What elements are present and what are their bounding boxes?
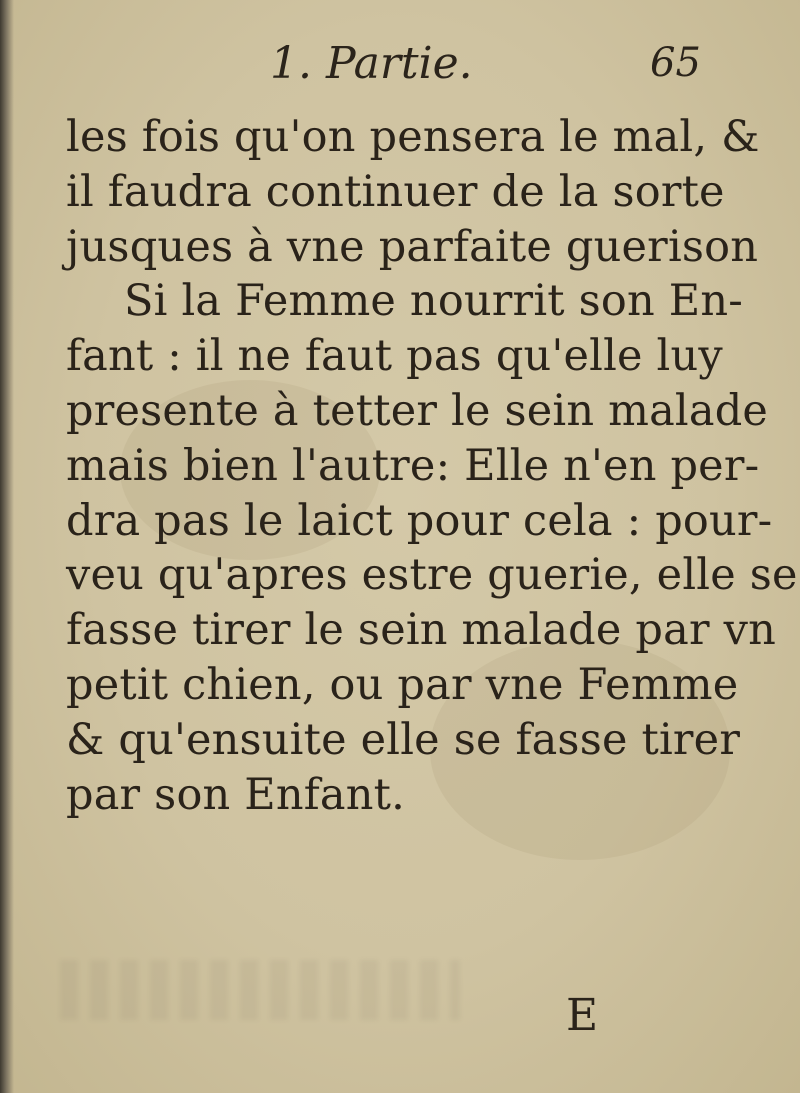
text-line: & qu'ensuite elle se fasse tirer bbox=[66, 714, 741, 765]
show-through-text bbox=[60, 960, 460, 1020]
running-header bbox=[0, 38, 800, 108]
text-line: Si la Femme nourrit son En- bbox=[124, 276, 743, 327]
text-line: mais bien l'autre: Elle n'en per- bbox=[66, 440, 760, 491]
text-line: veu qu'apres estre guerie, elle se bbox=[66, 550, 798, 601]
text-line: jusques à vne parfaite guerison bbox=[66, 221, 759, 272]
text-line: dra pas le laict pour cela : pour- bbox=[66, 495, 773, 546]
text-line: fant : il ne faut pas qu'elle luy bbox=[66, 331, 723, 382]
text-line: presente à tetter le sein malade bbox=[66, 385, 769, 436]
text-line: les fois qu'on pensera le mal, & bbox=[66, 112, 760, 162]
page-gutter-shadow bbox=[0, 0, 14, 1093]
part-heading: 1. Partie. bbox=[270, 38, 473, 89]
catchword-signature: E bbox=[566, 990, 599, 1041]
text-line: par son Enfant. bbox=[66, 769, 405, 820]
text-line: petit chien, ou par vne Femme bbox=[66, 659, 739, 710]
page-number: 65 bbox=[650, 40, 701, 86]
body-paragraphs bbox=[66, 110, 798, 822]
text-line: il faudra continuer de la sorte bbox=[66, 166, 725, 217]
text-line: fasse tirer le sein malade par vn bbox=[66, 605, 776, 656]
